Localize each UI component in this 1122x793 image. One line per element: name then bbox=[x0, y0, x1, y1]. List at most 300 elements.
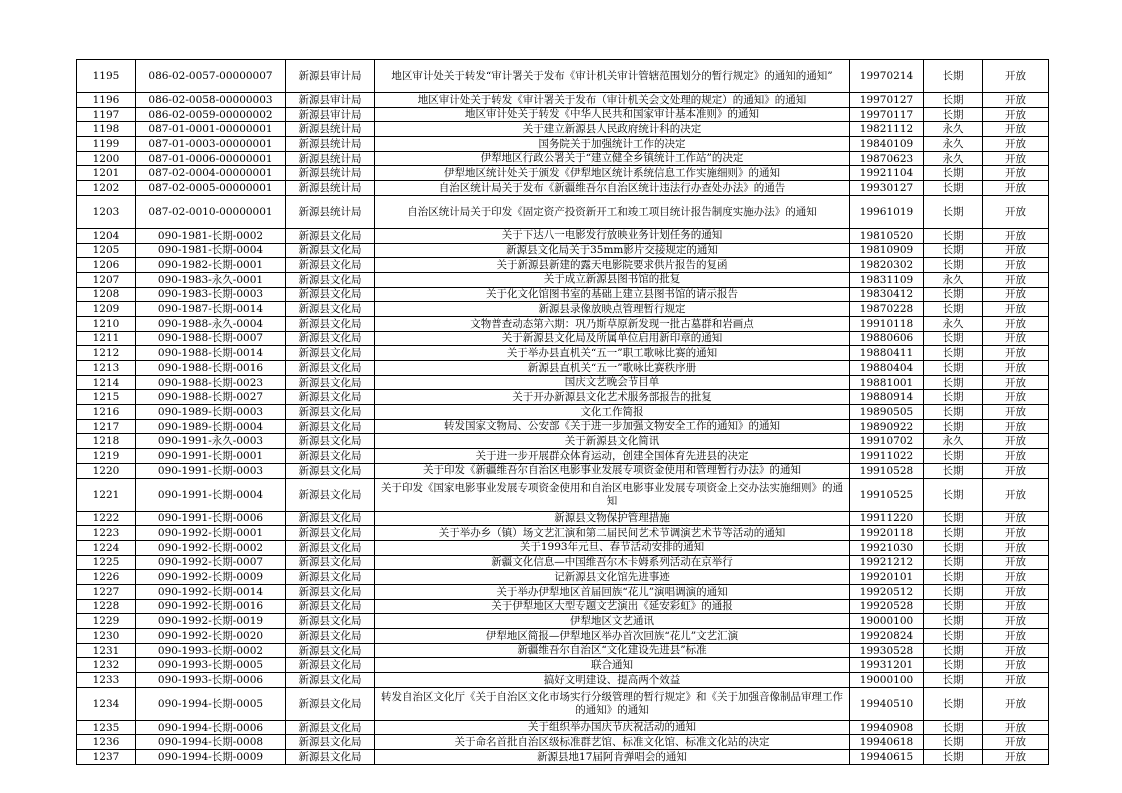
organization-cell: 新源县文化局 bbox=[286, 419, 375, 434]
organization-cell: 新源县文化局 bbox=[286, 478, 375, 511]
table-row bbox=[77, 93, 1049, 108]
retention-period-cell: 长期 bbox=[924, 60, 983, 93]
document-title-cell: 国庆文艺晚会节目单 bbox=[375, 375, 850, 390]
document-title-cell: 关于举办伊犁地区首届回族“花儿”演唱调演的通知 bbox=[375, 584, 850, 599]
document-title-cell: 转发国家文物局、公安部《关于进一步加强文物安全工作的通知》的通知 bbox=[375, 419, 850, 434]
document-date-cell: 19880411 bbox=[850, 346, 924, 361]
archive-code-cell: 090-1993-长期-0006 bbox=[136, 673, 286, 688]
record-number-cell: 1198 bbox=[77, 122, 136, 137]
record-number-cell: 1210 bbox=[77, 316, 136, 331]
organization-cell: 新源县文化局 bbox=[286, 258, 375, 273]
access-status-cell: 开放 bbox=[983, 302, 1049, 317]
document-date-cell: 19921212 bbox=[850, 555, 924, 570]
access-status-cell: 开放 bbox=[983, 673, 1049, 688]
document-date-cell: 19911220 bbox=[850, 511, 924, 526]
archive-code-cell: 090-1994-长期-0009 bbox=[136, 750, 286, 765]
record-number-cell: 1231 bbox=[77, 643, 136, 658]
retention-period-cell: 长期 bbox=[924, 287, 983, 302]
organization-cell: 新源县统计局 bbox=[286, 166, 375, 181]
archive-code-cell: 087-01-0006-00000001 bbox=[136, 151, 286, 166]
document-date-cell: 19890505 bbox=[850, 405, 924, 420]
document-title-cell: 关于成立新源县图书馆的批复 bbox=[375, 272, 850, 287]
archive-code-cell: 090-1981-长期-0002 bbox=[136, 228, 286, 243]
document-date-cell: 19970127 bbox=[850, 93, 924, 108]
table-row bbox=[77, 449, 1049, 464]
access-status-cell: 开放 bbox=[983, 405, 1049, 420]
retention-period-cell: 永久 bbox=[924, 151, 983, 166]
organization-cell: 新源县文化局 bbox=[286, 687, 375, 720]
document-title-cell: 新疆维吾尔自治区“文化建设先进县”标准 bbox=[375, 643, 850, 658]
document-date-cell: 19961019 bbox=[850, 195, 924, 228]
archive-code-cell: 090-1992-长期-0020 bbox=[136, 629, 286, 644]
retention-period-cell: 长期 bbox=[924, 584, 983, 599]
organization-cell: 新源县文化局 bbox=[286, 735, 375, 750]
access-status-cell: 开放 bbox=[983, 570, 1049, 585]
table-row bbox=[77, 526, 1049, 541]
access-status-cell: 开放 bbox=[983, 375, 1049, 390]
archive-code-cell: 090-1988-永久-0004 bbox=[136, 316, 286, 331]
document-date-cell: 19831109 bbox=[850, 272, 924, 287]
retention-period-cell: 长期 bbox=[924, 419, 983, 434]
table-row bbox=[77, 735, 1049, 750]
record-number-cell: 1219 bbox=[77, 449, 136, 464]
table-row bbox=[77, 287, 1049, 302]
access-status-cell: 开放 bbox=[983, 658, 1049, 673]
retention-period-cell: 长期 bbox=[924, 405, 983, 420]
retention-period-cell: 长期 bbox=[924, 181, 983, 196]
document-date-cell: 19910702 bbox=[850, 434, 924, 449]
retention-period-cell: 长期 bbox=[924, 361, 983, 376]
retention-period-cell: 长期 bbox=[924, 331, 983, 346]
document-title-cell: 伊犁地区文艺通讯 bbox=[375, 614, 850, 629]
organization-cell: 新源县审计局 bbox=[286, 60, 375, 93]
document-title-cell: 关于组织举办国庆节庆祝活动的通知 bbox=[375, 720, 850, 735]
table-row bbox=[77, 570, 1049, 585]
document-date-cell: 19930127 bbox=[850, 181, 924, 196]
table-row bbox=[77, 555, 1049, 570]
record-number-cell: 1226 bbox=[77, 570, 136, 585]
archive-code-cell: 090-1991-永久-0003 bbox=[136, 434, 286, 449]
retention-period-cell: 长期 bbox=[924, 540, 983, 555]
organization-cell: 新源县文化局 bbox=[286, 599, 375, 614]
document-date-cell: 19840109 bbox=[850, 137, 924, 152]
access-status-cell: 开放 bbox=[983, 720, 1049, 735]
document-title-cell: 关于新源县文化局及所属单位启用新印章的通知 bbox=[375, 331, 850, 346]
table-row bbox=[77, 687, 1049, 720]
access-status-cell: 开放 bbox=[983, 419, 1049, 434]
record-number-cell: 1217 bbox=[77, 419, 136, 434]
document-date-cell: 19880914 bbox=[850, 390, 924, 405]
document-date-cell: 19890922 bbox=[850, 419, 924, 434]
document-title-cell: 关于命名首批自治区级标准群艺馆、标准文化馆、标准文化站的决定 bbox=[375, 735, 850, 750]
record-number-cell: 1228 bbox=[77, 599, 136, 614]
document-title-cell: 转发自治区文化厅《关于自治区文化市场实行分级管理的暂行规定》和《关于加强音像制品审理工作的通知》的通知 bbox=[375, 687, 850, 720]
access-status-cell: 开放 bbox=[983, 555, 1049, 570]
table-row bbox=[77, 166, 1049, 181]
document-title-cell: 伊犁地区简报—伊犁地区举办首次回族“花儿”文艺汇演 bbox=[375, 629, 850, 644]
document-date-cell: 19970117 bbox=[850, 107, 924, 122]
document-date-cell: 19911022 bbox=[850, 449, 924, 464]
table-row bbox=[77, 243, 1049, 258]
document-title-cell: 关于新源县文化简讯 bbox=[375, 434, 850, 449]
document-date-cell: 19940908 bbox=[850, 720, 924, 735]
table-row bbox=[77, 614, 1049, 629]
organization-cell: 新源县文化局 bbox=[286, 228, 375, 243]
retention-period-cell: 长期 bbox=[924, 478, 983, 511]
archive-code-cell: 090-1989-长期-0003 bbox=[136, 405, 286, 420]
organization-cell: 新源县统计局 bbox=[286, 122, 375, 137]
archive-code-cell: 090-1988-长期-0016 bbox=[136, 361, 286, 376]
document-title-cell: 文物普查动态第六期：巩乃斯草原新发现一批古墓群和岩画点 bbox=[375, 316, 850, 331]
record-number-cell: 1224 bbox=[77, 540, 136, 555]
document-date-cell: 19920512 bbox=[850, 584, 924, 599]
access-status-cell: 开放 bbox=[983, 93, 1049, 108]
archive-code-cell: 090-1992-长期-0019 bbox=[136, 614, 286, 629]
record-number-cell: 1225 bbox=[77, 555, 136, 570]
access-status-cell: 开放 bbox=[983, 122, 1049, 137]
table-row bbox=[77, 107, 1049, 122]
catalog-rows bbox=[77, 60, 1049, 765]
record-number-cell: 1207 bbox=[77, 272, 136, 287]
retention-period-cell: 长期 bbox=[924, 228, 983, 243]
access-status-cell: 开放 bbox=[983, 107, 1049, 122]
table-row bbox=[77, 405, 1049, 420]
document-date-cell: 19910525 bbox=[850, 478, 924, 511]
record-number-cell: 1200 bbox=[77, 151, 136, 166]
record-number-cell: 1215 bbox=[77, 390, 136, 405]
archive-code-cell: 086-02-0058-00000003 bbox=[136, 93, 286, 108]
document-title-cell: 新疆文化信息—中国维吾尔木卡姆系列活动在京举行 bbox=[375, 555, 850, 570]
retention-period-cell: 长期 bbox=[924, 258, 983, 273]
record-number-cell: 1237 bbox=[77, 750, 136, 765]
retention-period-cell: 永久 bbox=[924, 434, 983, 449]
table-row bbox=[77, 228, 1049, 243]
document-title-cell: 关于新源县新建的露天电影院要求供片报告的复函 bbox=[375, 258, 850, 273]
organization-cell: 新源县统计局 bbox=[286, 181, 375, 196]
record-number-cell: 1223 bbox=[77, 526, 136, 541]
retention-period-cell: 长期 bbox=[924, 243, 983, 258]
organization-cell: 新源县文化局 bbox=[286, 463, 375, 478]
record-number-cell: 1234 bbox=[77, 687, 136, 720]
archive-code-cell: 087-01-0003-00000001 bbox=[136, 137, 286, 152]
organization-cell: 新源县文化局 bbox=[286, 673, 375, 688]
retention-period-cell: 长期 bbox=[924, 555, 983, 570]
document-title-cell: 关于印发《国家电影事业发展专项资金使用和自治区电影事业发展专项资金上交办法实施细则》的通知 bbox=[375, 478, 850, 511]
document-title-cell: 文化工作简报 bbox=[375, 405, 850, 420]
retention-period-cell: 长期 bbox=[924, 511, 983, 526]
retention-period-cell: 长期 bbox=[924, 390, 983, 405]
organization-cell: 新源县文化局 bbox=[286, 331, 375, 346]
access-status-cell: 开放 bbox=[983, 540, 1049, 555]
archive-code-cell: 087-02-0004-00000001 bbox=[136, 166, 286, 181]
record-number-cell: 1205 bbox=[77, 243, 136, 258]
document-title-cell: 伊犁地区行政公署关于“建立健全乡镇统计工作站”的决定 bbox=[375, 151, 850, 166]
access-status-cell: 开放 bbox=[983, 243, 1049, 258]
archive-code-cell: 090-1992-长期-0014 bbox=[136, 584, 286, 599]
retention-period-cell: 长期 bbox=[924, 346, 983, 361]
retention-period-cell: 永久 bbox=[924, 316, 983, 331]
access-status-cell: 开放 bbox=[983, 361, 1049, 376]
access-status-cell: 开放 bbox=[983, 643, 1049, 658]
document-title-cell: 自治区统计局关于印发《固定资产投资新开工和竣工项目统计报告制度实施办法》的通知 bbox=[375, 195, 850, 228]
table-row bbox=[77, 361, 1049, 376]
document-title-cell: 国务院关于加强统计工作的决定 bbox=[375, 137, 850, 152]
record-number-cell: 1202 bbox=[77, 181, 136, 196]
record-number-cell: 1232 bbox=[77, 658, 136, 673]
retention-period-cell: 长期 bbox=[924, 643, 983, 658]
record-number-cell: 1229 bbox=[77, 614, 136, 629]
document-title-cell: 关于下达八一电影发行放映业务计划任务的通知 bbox=[375, 228, 850, 243]
record-number-cell: 1206 bbox=[77, 258, 136, 273]
archive-code-cell: 090-1992-长期-0001 bbox=[136, 526, 286, 541]
access-status-cell: 开放 bbox=[983, 272, 1049, 287]
organization-cell: 新源县文化局 bbox=[286, 570, 375, 585]
table-row bbox=[77, 375, 1049, 390]
organization-cell: 新源县文化局 bbox=[286, 629, 375, 644]
access-status-cell: 开放 bbox=[983, 166, 1049, 181]
document-date-cell: 19940618 bbox=[850, 735, 924, 750]
document-title-cell: 关于开办新源县文化艺术服务部报告的批复 bbox=[375, 390, 850, 405]
organization-cell: 新源县文化局 bbox=[286, 361, 375, 376]
access-status-cell: 开放 bbox=[983, 526, 1049, 541]
table-row bbox=[77, 390, 1049, 405]
document-date-cell: 19921104 bbox=[850, 166, 924, 181]
access-status-cell: 开放 bbox=[983, 614, 1049, 629]
document-title-cell: 搞好文明建设、提高两个效益 bbox=[375, 673, 850, 688]
organization-cell: 新源县文化局 bbox=[286, 272, 375, 287]
retention-period-cell: 长期 bbox=[924, 629, 983, 644]
archive-code-cell: 090-1988-长期-0027 bbox=[136, 390, 286, 405]
table-row bbox=[77, 720, 1049, 735]
document-date-cell: 19810520 bbox=[850, 228, 924, 243]
record-number-cell: 1213 bbox=[77, 361, 136, 376]
document-title-cell: 关于举办县直机关“五一”职工歌咏比赛的通知 bbox=[375, 346, 850, 361]
archive-code-cell: 086-02-0059-00000002 bbox=[136, 107, 286, 122]
record-number-cell: 1222 bbox=[77, 511, 136, 526]
archive-code-cell: 090-1992-长期-0009 bbox=[136, 570, 286, 585]
document-date-cell: 19881001 bbox=[850, 375, 924, 390]
document-date-cell: 19920101 bbox=[850, 570, 924, 585]
document-date-cell: 19920118 bbox=[850, 526, 924, 541]
organization-cell: 新源县文化局 bbox=[286, 316, 375, 331]
organization-cell: 新源县文化局 bbox=[286, 643, 375, 658]
document-title-cell: 地区审计处关于转发《中华人民共和国家审计基本准则》的通知 bbox=[375, 107, 850, 122]
retention-period-cell: 长期 bbox=[924, 463, 983, 478]
organization-cell: 新源县统计局 bbox=[286, 195, 375, 228]
access-status-cell: 开放 bbox=[983, 735, 1049, 750]
access-status-cell: 开放 bbox=[983, 584, 1049, 599]
access-status-cell: 开放 bbox=[983, 449, 1049, 464]
record-number-cell: 1227 bbox=[77, 584, 136, 599]
table-row bbox=[77, 60, 1049, 93]
archive-code-cell: 087-02-0005-00000001 bbox=[136, 181, 286, 196]
document-date-cell: 19000100 bbox=[850, 614, 924, 629]
document-date-cell: 19810909 bbox=[850, 243, 924, 258]
organization-cell: 新源县文化局 bbox=[286, 614, 375, 629]
table-row bbox=[77, 331, 1049, 346]
document-title-cell: 关于1993年元旦、春节活动安排的通知 bbox=[375, 540, 850, 555]
table-row bbox=[77, 195, 1049, 228]
document-title-cell: 关于举办乡（镇）场文艺汇演和第二届民间艺术节调演艺术节等活动的通知 bbox=[375, 526, 850, 541]
archive-code-cell: 090-1989-长期-0004 bbox=[136, 419, 286, 434]
table-row bbox=[77, 478, 1049, 511]
document-title-cell: 关于印发《新疆维吾尔自治区电影事业发展专项资金使用和管理暂行办法》的通知 bbox=[375, 463, 850, 478]
archive-code-cell: 090-1992-长期-0016 bbox=[136, 599, 286, 614]
record-number-cell: 1221 bbox=[77, 478, 136, 511]
archive-code-cell: 087-02-0010-00000001 bbox=[136, 195, 286, 228]
archive-code-cell: 090-1993-长期-0002 bbox=[136, 643, 286, 658]
retention-period-cell: 长期 bbox=[924, 302, 983, 317]
access-status-cell: 开放 bbox=[983, 137, 1049, 152]
access-status-cell: 开放 bbox=[983, 599, 1049, 614]
document-title-cell: 新源县录像放映点管理暂行规定 bbox=[375, 302, 850, 317]
access-status-cell: 开放 bbox=[983, 287, 1049, 302]
table-row bbox=[77, 302, 1049, 317]
document-date-cell: 19000100 bbox=[850, 673, 924, 688]
access-status-cell: 开放 bbox=[983, 331, 1049, 346]
table-row bbox=[77, 643, 1049, 658]
table-row bbox=[77, 599, 1049, 614]
access-status-cell: 开放 bbox=[983, 629, 1049, 644]
organization-cell: 新源县文化局 bbox=[286, 390, 375, 405]
table-row bbox=[77, 463, 1049, 478]
document-date-cell: 19921030 bbox=[850, 540, 924, 555]
organization-cell: 新源县审计局 bbox=[286, 93, 375, 108]
document-date-cell: 19880606 bbox=[850, 331, 924, 346]
table-row bbox=[77, 511, 1049, 526]
organization-cell: 新源县文化局 bbox=[286, 750, 375, 765]
record-number-cell: 1236 bbox=[77, 735, 136, 750]
organization-cell: 新源县文化局 bbox=[286, 346, 375, 361]
organization-cell: 新源县文化局 bbox=[286, 720, 375, 735]
record-number-cell: 1216 bbox=[77, 405, 136, 420]
retention-period-cell: 长期 bbox=[924, 599, 983, 614]
document-title-cell: 新源县地17届阿肯弹唱会的通知 bbox=[375, 750, 850, 765]
organization-cell: 新源县审计局 bbox=[286, 107, 375, 122]
table-row bbox=[77, 419, 1049, 434]
record-number-cell: 1212 bbox=[77, 346, 136, 361]
record-number-cell: 1199 bbox=[77, 137, 136, 152]
document-date-cell: 19821112 bbox=[850, 122, 924, 137]
access-status-cell: 开放 bbox=[983, 228, 1049, 243]
table-row bbox=[77, 434, 1049, 449]
document-title-cell: 伊犁地区统计处关于颁发《伊犁地区统计系统信息工作实施细则》的通知 bbox=[375, 166, 850, 181]
access-status-cell: 开放 bbox=[983, 750, 1049, 765]
document-title-cell: 关于建立新源县人民政府统计科的决定 bbox=[375, 122, 850, 137]
document-title-cell: 地区审计处关于转发“审计署关于发布《审计机关审计管辖范围划分的暂行规定》的通知的通知” bbox=[375, 60, 850, 93]
archive-code-cell: 090-1987-长期-0014 bbox=[136, 302, 286, 317]
archive-code-cell: 090-1988-长期-0023 bbox=[136, 375, 286, 390]
access-status-cell: 开放 bbox=[983, 463, 1049, 478]
retention-period-cell: 永久 bbox=[924, 272, 983, 287]
organization-cell: 新源县文化局 bbox=[286, 405, 375, 420]
retention-period-cell: 长期 bbox=[924, 570, 983, 585]
organization-cell: 新源县文化局 bbox=[286, 434, 375, 449]
retention-period-cell: 长期 bbox=[924, 720, 983, 735]
document-title-cell: 关于进一步开展群众体育运动，创建全国体育先进县的决定 bbox=[375, 449, 850, 464]
table-row bbox=[77, 658, 1049, 673]
retention-period-cell: 长期 bbox=[924, 93, 983, 108]
document-date-cell: 19970214 bbox=[850, 60, 924, 93]
record-number-cell: 1208 bbox=[77, 287, 136, 302]
retention-period-cell: 长期 bbox=[924, 195, 983, 228]
document-date-cell: 19870623 bbox=[850, 151, 924, 166]
archive-code-cell: 090-1981-长期-0004 bbox=[136, 243, 286, 258]
record-number-cell: 1209 bbox=[77, 302, 136, 317]
document-date-cell: 19931201 bbox=[850, 658, 924, 673]
document-date-cell: 19910118 bbox=[850, 316, 924, 331]
record-number-cell: 1235 bbox=[77, 720, 136, 735]
retention-period-cell: 永久 bbox=[924, 137, 983, 152]
archive-code-cell: 090-1983-长期-0003 bbox=[136, 287, 286, 302]
access-status-cell: 开放 bbox=[983, 60, 1049, 93]
access-status-cell: 开放 bbox=[983, 151, 1049, 166]
archive-catalog-table bbox=[76, 59, 1049, 765]
archive-code-cell: 087-01-0001-00000001 bbox=[136, 122, 286, 137]
access-status-cell: 开放 bbox=[983, 434, 1049, 449]
document-date-cell: 19880404 bbox=[850, 361, 924, 376]
table-row bbox=[77, 181, 1049, 196]
access-status-cell: 开放 bbox=[983, 687, 1049, 720]
record-number-cell: 1230 bbox=[77, 629, 136, 644]
table-row bbox=[77, 151, 1049, 166]
document-title-cell: 记新源县文化馆先进事迹 bbox=[375, 570, 850, 585]
access-status-cell: 开放 bbox=[983, 316, 1049, 331]
archive-code-cell: 090-1991-长期-0001 bbox=[136, 449, 286, 464]
retention-period-cell: 长期 bbox=[924, 526, 983, 541]
document-title-cell: 关于化文化馆图书室的基础上建立县图书馆的请示报告 bbox=[375, 287, 850, 302]
document-title-cell: 新源县直机关“五一”歌咏比赛秩序册 bbox=[375, 361, 850, 376]
organization-cell: 新源县文化局 bbox=[286, 243, 375, 258]
record-number-cell: 1211 bbox=[77, 331, 136, 346]
retention-period-cell: 永久 bbox=[924, 122, 983, 137]
archive-code-cell: 090-1994-长期-0005 bbox=[136, 687, 286, 720]
table-row bbox=[77, 258, 1049, 273]
access-status-cell: 开放 bbox=[983, 478, 1049, 511]
archive-code-cell: 090-1991-长期-0006 bbox=[136, 511, 286, 526]
organization-cell: 新源县文化局 bbox=[286, 526, 375, 541]
retention-period-cell: 长期 bbox=[924, 107, 983, 122]
organization-cell: 新源县文化局 bbox=[286, 555, 375, 570]
table-row bbox=[77, 137, 1049, 152]
record-number-cell: 1220 bbox=[77, 463, 136, 478]
archive-code-cell: 086-02-0057-00000007 bbox=[136, 60, 286, 93]
organization-cell: 新源县文化局 bbox=[286, 449, 375, 464]
record-number-cell: 1204 bbox=[77, 228, 136, 243]
access-status-cell: 开放 bbox=[983, 346, 1049, 361]
retention-period-cell: 长期 bbox=[924, 673, 983, 688]
record-number-cell: 1196 bbox=[77, 93, 136, 108]
archive-code-cell: 090-1982-长期-0001 bbox=[136, 258, 286, 273]
table-row bbox=[77, 122, 1049, 137]
table-row bbox=[77, 629, 1049, 644]
document-title-cell: 新源县文物保护管理措施 bbox=[375, 511, 850, 526]
document-date-cell: 19930528 bbox=[850, 643, 924, 658]
table-row bbox=[77, 584, 1049, 599]
document-date-cell: 19830412 bbox=[850, 287, 924, 302]
organization-cell: 新源县文化局 bbox=[286, 375, 375, 390]
organization-cell: 新源县统计局 bbox=[286, 151, 375, 166]
record-number-cell: 1195 bbox=[77, 60, 136, 93]
record-number-cell: 1203 bbox=[77, 195, 136, 228]
document-date-cell: 19940510 bbox=[850, 687, 924, 720]
document-date-cell: 19920824 bbox=[850, 629, 924, 644]
archive-code-cell: 090-1992-长期-0002 bbox=[136, 540, 286, 555]
record-number-cell: 1218 bbox=[77, 434, 136, 449]
archive-code-cell: 090-1991-长期-0003 bbox=[136, 463, 286, 478]
archive-code-cell: 090-1992-长期-0007 bbox=[136, 555, 286, 570]
retention-period-cell: 长期 bbox=[924, 750, 983, 765]
